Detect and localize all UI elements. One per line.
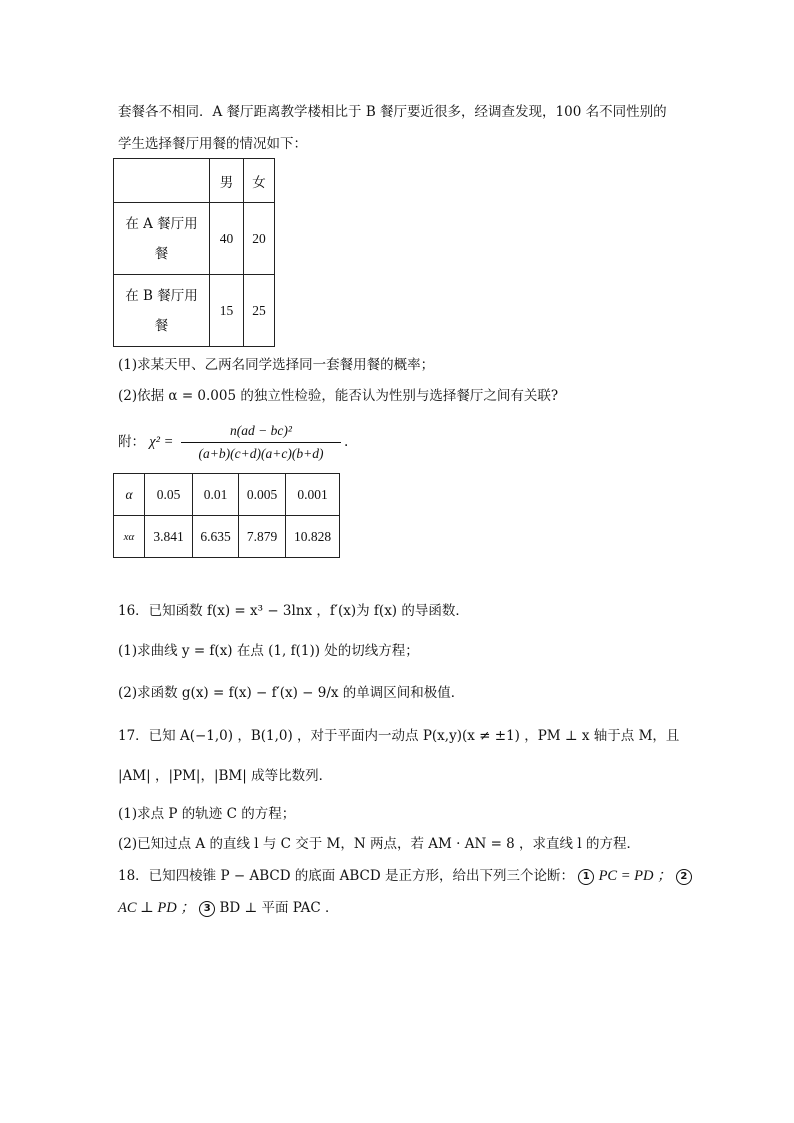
table-cell: 20 [244,203,275,275]
q18-line-2 [118,898,339,918]
q16-part1: (1)求曲线 y = f(x) 在点 (1, f(1)) 处的切线方程； [118,643,419,659]
table-cell: 7.879 [239,516,286,558]
q16-stem: 16．已知函数 f(x) = x³ − 3lnx ，f′(x)为 f(x) 的导函数． [118,603,469,619]
table-row-label-a [114,203,210,275]
table-cell: 0.005 [239,474,286,516]
circled-number-1: 1 [578,869,594,885]
intro-line-2: 学生选择餐厅用餐的情况如下： [118,136,307,152]
table-cell: 3.841 [145,516,193,558]
table-row-label-b [114,275,210,347]
q18-claim-2: AC ⊥ PD ； [118,900,195,916]
q18-stem-line [118,866,692,886]
table-cell: 6.635 [193,516,239,558]
q18-claim-3: BD ⊥ 平面 PAC ． [219,900,339,916]
row-label-line: 餐 [154,245,169,262]
table-cell: 40 [210,203,244,275]
q17-part2: (2)已知过点 A 的直线 l 与 C 交于 M，N 两点，若 AM · AN = 8 ，求直线 l 的方程． [118,836,640,852]
q15-part2: (2)依据 α = 0.005 的独立性检验，能否认为性别与选择餐厅之间有关联? [118,388,559,404]
formula-denominator: (a+b)(c+d)(a+c)(b+d) [198,446,324,461]
formula-fraction [181,421,341,464]
table-header-male: 男 [210,159,244,203]
survey-table [113,158,275,347]
row-label-line: 餐 [154,317,169,334]
table-header-female: 女 [244,159,275,203]
table-cell: 0.01 [193,474,239,516]
formula-prefix [118,432,173,452]
circled-number-2: 2 [676,869,692,885]
x-alpha-header: xα [114,516,145,558]
table-cell: 10.828 [286,516,340,558]
q17-part1: (1)求点 P 的轨迹 C 的方程； [118,806,296,822]
row-label-line: 在 B 餐厅用 [125,287,198,304]
q16-part2: (2)求函数 g(x) = f(x) − f′(x) − 9/x 的单调区间和极值． [118,685,465,701]
formula-numerator: n(ad − bc)² [230,423,292,438]
q17-stem2: |AM| ，|PM|，|BM| 成等比数列． [118,768,333,784]
row-label-line: 在 A 餐厅用 [125,215,198,232]
table-cell: 0.05 [145,474,193,516]
q15-part1: (1)求某天甲、乙两名同学选择同一套餐用餐的概率； [118,357,435,373]
formula-lhs: χ² = [149,434,174,450]
table-cell: 15 [210,275,244,347]
formula-prefix-label: 附： [118,434,145,450]
q18-claim-1: PC = PD ； [598,868,672,884]
fraction-bar [181,442,341,443]
circled-number-3: 3 [199,901,215,917]
table-cell: 0.001 [286,474,340,516]
table-header-blank [114,159,210,203]
q17-stem: 17．已知 A(−1,0) ，B(1,0) ，对于平面内一动点 P(x,y)(x ≠ ±1) ，PM ⊥ x 轴于点 M，且 [118,728,680,744]
table-cell: 25 [244,275,275,347]
alpha-header: α [114,474,145,516]
intro-line-1: 套餐各不相同．A 餐厅距离教学楼相比于 B 餐厅要近很多，经调查发现，100 名不同性别的 [118,104,667,120]
critical-value-table [113,473,340,558]
formula-suffix: . [344,434,349,450]
q18-stem: 18．已知四棱锥 P − ABCD 的底面 ABCD 是正方形，给出下列三个论断： [118,868,574,884]
